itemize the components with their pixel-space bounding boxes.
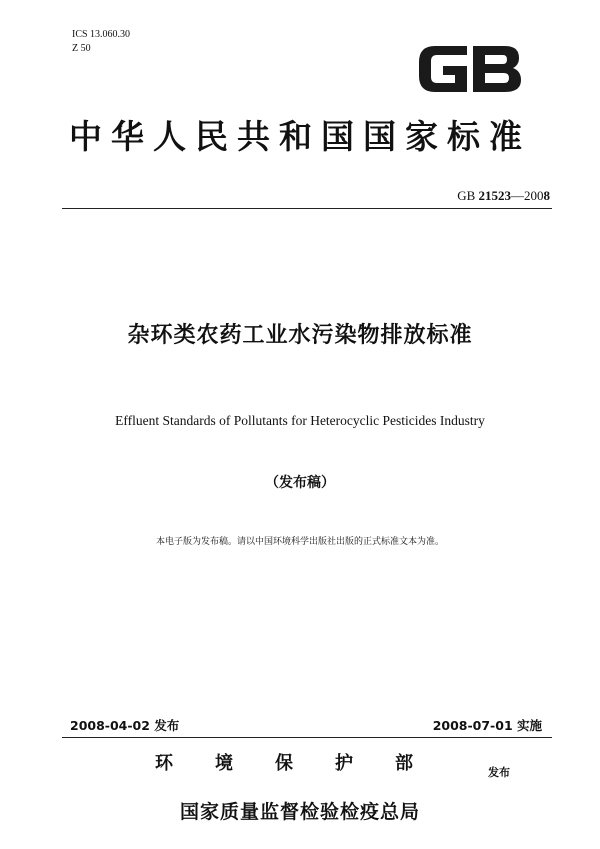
publish-label: 发布: [488, 766, 510, 779]
ics-code: ICS 13.060.30: [72, 29, 131, 40]
ministry-name: 环境保护部: [155, 753, 455, 774]
issue-date: 2008-04-02 发布: [70, 718, 180, 733]
national-standard-title: 中华人民共和国国家标准: [69, 117, 531, 156]
standard-number-prefix: GB: [457, 188, 479, 203]
agency-name: 国家质量监督检验检疫总局: [179, 801, 420, 823]
draft-label: （发布稿）: [265, 475, 335, 491]
category-code: Z 50: [72, 43, 91, 54]
document-title-en: Effluent Standards of Pollutants for Heterocyclic Pesticides Industry: [115, 413, 485, 428]
standard-number-dash: —: [511, 188, 524, 203]
edition-note: 本电子版为发布稿。请以中国环境科学出版社出版的正式标准文本为准。: [155, 537, 444, 547]
bottom-divider: [62, 737, 552, 738]
top-divider: [62, 208, 552, 209]
document-title-cn: 杂环类农药工业水污染物排放标准: [127, 323, 473, 348]
standard-number-code: 21523: [478, 188, 511, 203]
standard-number: [457, 188, 550, 204]
implementation-date: 2008-07-01 实施: [432, 718, 542, 733]
gb-logo-icon: [413, 38, 525, 100]
standard-number-year-last: 8: [543, 188, 550, 203]
standard-number-year: 200: [524, 188, 544, 203]
